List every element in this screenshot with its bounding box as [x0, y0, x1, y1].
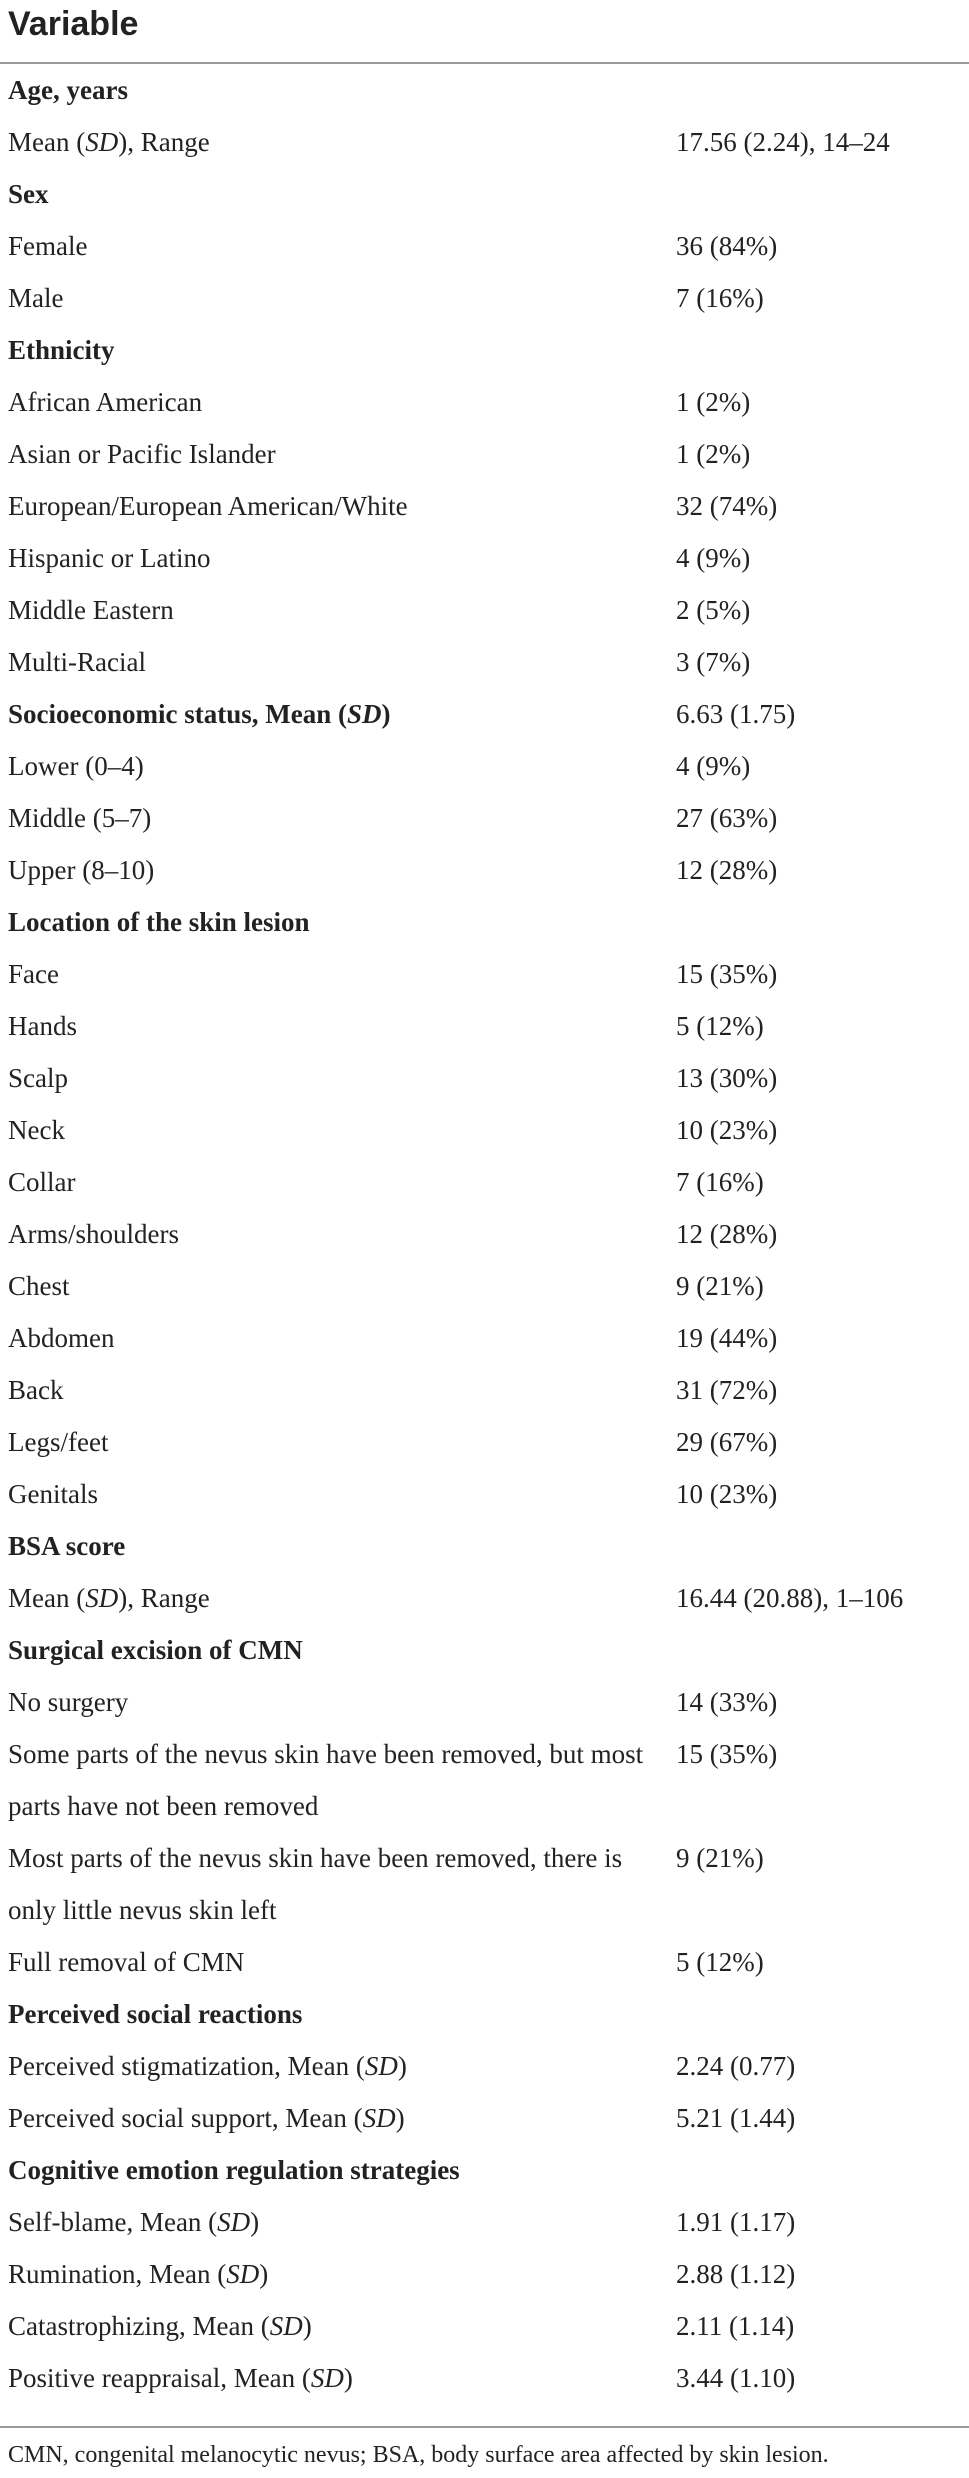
row-label: Upper (8–10): [8, 855, 155, 885]
row-value: 7 (16%): [676, 1167, 764, 1197]
section-heading: Ethnicity: [8, 335, 115, 365]
row-value: 15 (35%): [676, 1739, 778, 1769]
row-label: Legs/feet: [8, 1427, 109, 1457]
table-row: [0, 1728, 969, 1832]
row-value: 13 (30%): [676, 1063, 778, 1093]
row-label: Neck: [8, 1115, 65, 1145]
row-value: 9 (21%): [676, 1843, 764, 1873]
row-value: 12 (28%): [676, 1219, 778, 1249]
table-row: [0, 220, 969, 272]
row-value: 9 (21%): [676, 1271, 764, 1301]
section-heading: Age, years: [8, 75, 128, 105]
row-value: 19 (44%): [676, 1323, 778, 1353]
row-label: Chest: [8, 1271, 70, 1301]
table-row: [0, 792, 969, 844]
row-value: 14 (33%): [676, 1687, 778, 1717]
section-heading: Perceived social reactions: [8, 1999, 303, 2029]
row-value: 36 (84%): [676, 231, 778, 261]
row-label: Most parts of the nevus skin have been removed, there is only little nevus skin left: [8, 1843, 623, 1925]
row-value: 7 (16%): [676, 283, 764, 313]
table-row: [0, 584, 969, 636]
row-value: 10 (23%): [676, 1115, 778, 1145]
table-row: [0, 2196, 969, 2248]
row-value: 2.88 (1.12): [676, 2259, 796, 2289]
row-label: Arms/shoulders: [8, 1219, 179, 1249]
section-row: [0, 896, 969, 948]
section-row: [0, 2144, 969, 2196]
row-label: Middle Eastern: [8, 595, 174, 625]
row-label: Back: [8, 1375, 64, 1405]
row-value: 5 (12%): [676, 1947, 764, 1977]
row-value: 31 (72%): [676, 1375, 778, 1405]
row-label: Collar: [8, 1167, 76, 1197]
table-row: [0, 2040, 969, 2092]
row-label: Mean (SD), Range: [8, 1583, 210, 1613]
row-label: Middle (5–7): [8, 803, 152, 833]
row-label: European/European American/White: [8, 491, 408, 521]
row-value: 1.91 (1.17): [676, 2207, 796, 2237]
row-value: 10 (23%): [676, 1479, 778, 1509]
row-value: 27 (63%): [676, 803, 778, 833]
row-value: 17.56 (2.24), 14–24: [676, 127, 890, 157]
table-row: [0, 1416, 969, 1468]
row-label: Multi-Racial: [8, 647, 146, 677]
table-row: [0, 2352, 969, 2404]
row-value: 1 (2%): [676, 439, 751, 469]
table-row: [0, 1000, 969, 1052]
row-label: African American: [8, 387, 203, 417]
row-value: 16.44 (20.88), 1–106: [676, 1583, 904, 1613]
table-row: [0, 1572, 969, 1624]
table-row: [0, 844, 969, 896]
row-label: Self-blame, Mean (SD): [8, 2207, 260, 2237]
row-value: 15 (35%): [676, 959, 778, 989]
row-label: Hispanic or Latino: [8, 543, 211, 573]
table-row: [0, 2300, 969, 2352]
table-row: [0, 948, 969, 1000]
table-header: [0, 0, 969, 64]
row-label: Perceived social support, Mean (SD): [8, 2103, 405, 2133]
table-row: [0, 1156, 969, 1208]
section-row: [0, 324, 969, 376]
table-row: [0, 1364, 969, 1416]
table-footnote: CMN, congenital melanocytic nevus; BSA, body surface area affected by skin lesion.: [8, 2442, 829, 2468]
table-row: [0, 532, 969, 584]
table-row: [0, 1468, 969, 1520]
table-footer: [0, 2426, 969, 2478]
section-heading: Sex: [8, 179, 49, 209]
section-heading: Location of the skin lesion: [8, 907, 310, 937]
table-row: [0, 116, 969, 168]
section-row: [0, 1520, 969, 1572]
table-row: [0, 272, 969, 324]
table-row: [0, 1104, 969, 1156]
row-label: Female: [8, 231, 88, 261]
row-label: No surgery: [8, 1687, 129, 1717]
table-row: [0, 1832, 969, 1936]
row-label: Genitals: [8, 1479, 98, 1509]
row-label: Perceived stigmatization, Mean (SD): [8, 2051, 407, 2081]
table-row: [0, 636, 969, 688]
row-value: 2.24 (0.77): [676, 2051, 796, 2081]
table-row: [0, 1260, 969, 1312]
row-label: Some parts of the nevus skin have been removed, but most parts have not been removed: [8, 1739, 644, 1821]
row-value: 4 (9%): [676, 751, 751, 781]
section-heading: Socioeconomic status, Mean (SD): [8, 699, 391, 729]
table-row: [0, 1312, 969, 1364]
row-value: 5 (12%): [676, 1011, 764, 1041]
row-value: 3.44 (1.10): [676, 2363, 796, 2393]
table-row: [0, 376, 969, 428]
table-row: [0, 2092, 969, 2144]
row-label: Full removal of CMN: [8, 1947, 245, 1977]
table-row: [0, 1052, 969, 1104]
row-label: Lower (0–4): [8, 751, 144, 781]
row-value: 32 (74%): [676, 491, 778, 521]
table-row: [0, 428, 969, 480]
row-label: Mean (SD), Range: [8, 127, 210, 157]
row-value: 3 (7%): [676, 647, 751, 677]
section-heading: Cognitive emotion regulation strategies: [8, 2155, 460, 2185]
row-label: Abdomen: [8, 1323, 115, 1353]
row-value: 2.11 (1.14): [676, 2311, 795, 2341]
row-value: 5.21 (1.44): [676, 2103, 796, 2133]
row-label: Catastrophizing, Mean (SD): [8, 2311, 312, 2341]
row-value: 1 (2%): [676, 387, 751, 417]
section-row: [0, 64, 969, 116]
row-value: 6.63 (1.75): [676, 699, 796, 729]
row-label: Asian or Pacific Islander: [8, 439, 276, 469]
row-label: Hands: [8, 1011, 77, 1041]
section-heading: Surgical excision of CMN: [8, 1635, 303, 1665]
table-row: [0, 1936, 969, 1988]
row-label: Positive reappraisal, Mean (SD): [8, 2363, 353, 2393]
table-row: [0, 2248, 969, 2300]
section-heading: BSA score: [8, 1531, 126, 1561]
table-row: [0, 1208, 969, 1260]
row-value: 29 (67%): [676, 1427, 778, 1457]
table-row: [0, 1676, 969, 1728]
row-value: 12 (28%): [676, 855, 778, 885]
section-row: [0, 1988, 969, 2040]
section-row: [0, 1624, 969, 1676]
row-label: Rumination, Mean (SD): [8, 2259, 269, 2289]
header-variable-label: Variable: [8, 5, 139, 43]
row-value: 4 (9%): [676, 543, 751, 573]
row-value: 2 (5%): [676, 595, 751, 625]
row-label: Face: [8, 959, 59, 989]
section-row: [0, 168, 969, 220]
table-row: [0, 480, 969, 532]
row-label: Scalp: [8, 1063, 68, 1093]
row-label: Male: [8, 283, 64, 313]
table-body: [0, 64, 969, 2404]
section-row: [0, 688, 969, 740]
table-row: [0, 740, 969, 792]
